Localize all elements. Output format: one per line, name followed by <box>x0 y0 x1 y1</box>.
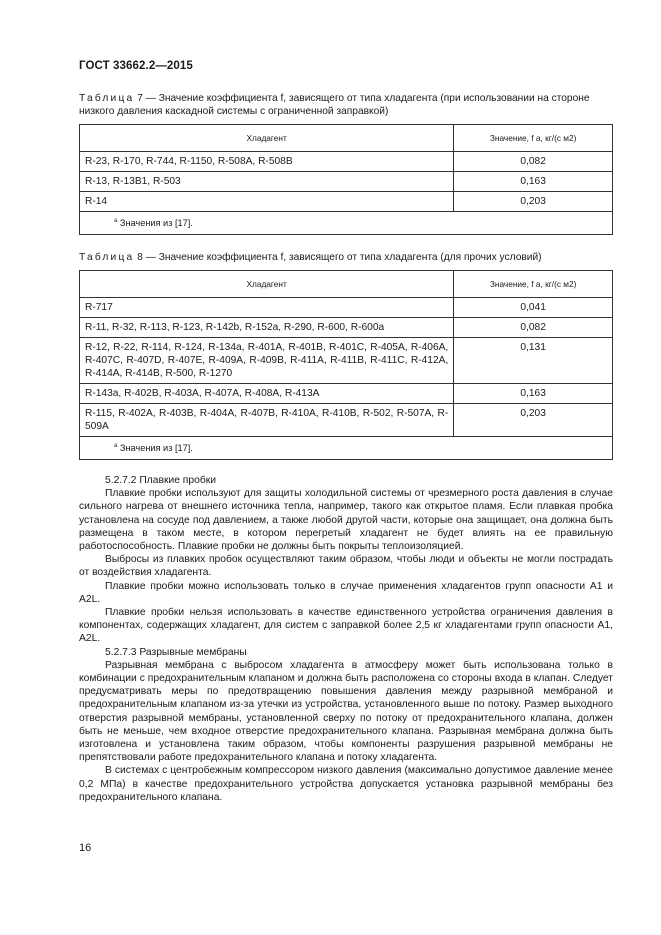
table-row <box>80 192 613 212</box>
table-row <box>80 384 613 404</box>
column-header-value: Значение, f a, кг/(с м2) <box>454 125 613 152</box>
section-heading-5-2-7-3: 5.2.7.3 Разрывные мембраны <box>105 646 247 658</box>
table-row <box>80 338 613 384</box>
footnote-mark: a <box>114 442 118 449</box>
table-8 <box>79 270 613 460</box>
section-heading-5-2-7-2: 5.2.7.2 Плавкие пробки <box>105 475 216 486</box>
value-cell: 0,041 <box>454 298 613 318</box>
value-cell: 0,163 <box>454 384 613 404</box>
table-8-caption-text: — Значение коэффициента f, зависящего от типа хладагента (для прочих условий) <box>142 252 542 263</box>
body-text <box>79 474 613 804</box>
paragraph: Плавкие пробки используют для защиты холодильной системы от чрезмерного роста давления в случае сильного нагрева от внешнего источника тепла, например, такого как открытое пламя. Если плавкая пробка установлена на сосуде под давлением, а также любой другой части, которые она защищает, она должна быть размещена в таком месте, в котором перегретый хладагент не будет влиять на ее правильную работоспособность. Плавкие пробки не должны быть покрыты теплоизоляцией. <box>79 488 613 553</box>
table-8-footnote <box>80 437 613 460</box>
document-header: ГОСТ 33662.2—2015 <box>79 60 193 72</box>
refrigerant-cell: R-14 <box>80 192 454 212</box>
table-footnote-row <box>80 437 613 460</box>
refrigerant-cell: R-143a, R-402B, R-403A, R-407A, R-408A, R-413A <box>80 384 454 404</box>
table-row <box>80 404 613 437</box>
table-8-label: Таблица <box>79 252 135 263</box>
table-7-label: Таблица <box>79 93 135 104</box>
table-8-caption <box>79 251 614 264</box>
table-7-footnote <box>80 212 613 235</box>
table-header-row <box>80 125 613 152</box>
refrigerant-cell: R-11, R-32, R-113, R-123, R-142b, R-152a, R-290, R-600, R-600a <box>80 318 454 338</box>
value-cell: 0,163 <box>454 172 613 192</box>
table-footnote-row <box>80 212 613 235</box>
paragraph: Разрывная мембрана с выбросом хладагента в атмосферу может быть использована только в комбинации с предохранительным клапаном и должна быть расположена со стороны входа в клапан. Следует предусматривать меры по предотвращению повышения давления между разрывной мембраной и предохранительным клапаном из-за утечки из устройства, установленного выше по потоку. Размер выходного отверстия разрывной мембраны, установленной сверху по потоку от предохранительного клапана, должен быть не меньше, чем входное отверстие предохранительного клапана. Разрывная мембрана должна быть изготовлена и установлена таким образом, чтобы компоненты разрушения разрывной мембраны не препятствовали работе предохранительного клапана и потоку хладагента. <box>79 659 613 764</box>
column-header-refrigerant: Хладагент <box>80 125 454 152</box>
table-row <box>80 298 613 318</box>
table-header-row <box>80 271 613 298</box>
table-7-caption <box>79 92 614 118</box>
footnote-mark: a <box>114 217 118 224</box>
table-7-number: 7 <box>137 93 143 104</box>
refrigerant-cell: R-13, R-13B1, R-503 <box>80 172 454 192</box>
table-7 <box>79 124 613 235</box>
column-header-value: Значение, f a, кг/(с м2) <box>454 271 613 298</box>
table-8-body <box>80 298 613 437</box>
refrigerant-cell: R-23, R-170, R-744, R-1150, R-508A, R-508B <box>80 152 454 172</box>
paragraph: Плавкие пробки можно использовать только в случае применения хладагентов групп опасности A1 и A2L. <box>79 580 613 605</box>
refrigerant-cell: R-115, R-402A, R-403B, R-404A, R-407B, R-410A, R-410B, R-502, R-507A, R-509A <box>80 404 454 437</box>
table-row <box>80 152 613 172</box>
refrigerant-cell: R-12, R-22, R-114, R-124, R-134a, R-401A, R-401B, R-401C, R-405A, R-406A, R-407C, R-407D, R-407E, R-409A, R-409B, R-411A, R-411B, R-411C, R-412A, R-414A, R-414B, R-500, R-1270 <box>80 338 454 384</box>
paragraph: Плавкие пробки нельзя использовать в качестве единственного устройства ограничения давления в компонентах, содержащих хладагент, для систем с заправкой более 2,5 кг хладагентами групп опасности A1, A2L. <box>79 607 613 645</box>
refrigerant-cell: R-717 <box>80 298 454 318</box>
footnote-text: Значения из [17]. <box>117 217 193 228</box>
table-7-caption-text: — Значение коэффициента f, зависящего от типа хладагента (при использовании на стороне низкого давления каскадной системы с ограниченной заправкой) <box>79 93 590 117</box>
paragraph: В системах с центробежным компрессором низкого давления (максимально допустимое давление менее 0,2 МПа) в качестве предохранительного устройства допускается установка разрывной мембраны без предохранительного клапана. <box>79 765 613 803</box>
value-cell: 0,082 <box>454 152 613 172</box>
table-8-number: 8 <box>137 252 143 263</box>
value-cell: 0,082 <box>454 318 613 338</box>
table-row <box>80 318 613 338</box>
footnote-text: Значения из [17]. <box>117 442 193 453</box>
table-row <box>80 172 613 192</box>
value-cell: 0,131 <box>454 338 613 384</box>
value-cell: 0,203 <box>454 404 613 437</box>
paragraph: Выбросы из плавких пробок осуществляют таким образом, чтобы люди и объекты не могли пострадать от воздействия хладагента. <box>79 554 613 579</box>
page-number: 16 <box>79 842 92 854</box>
table-7-body <box>80 152 613 212</box>
column-header-refrigerant: Хладагент <box>80 271 454 298</box>
value-cell: 0,203 <box>454 192 613 212</box>
